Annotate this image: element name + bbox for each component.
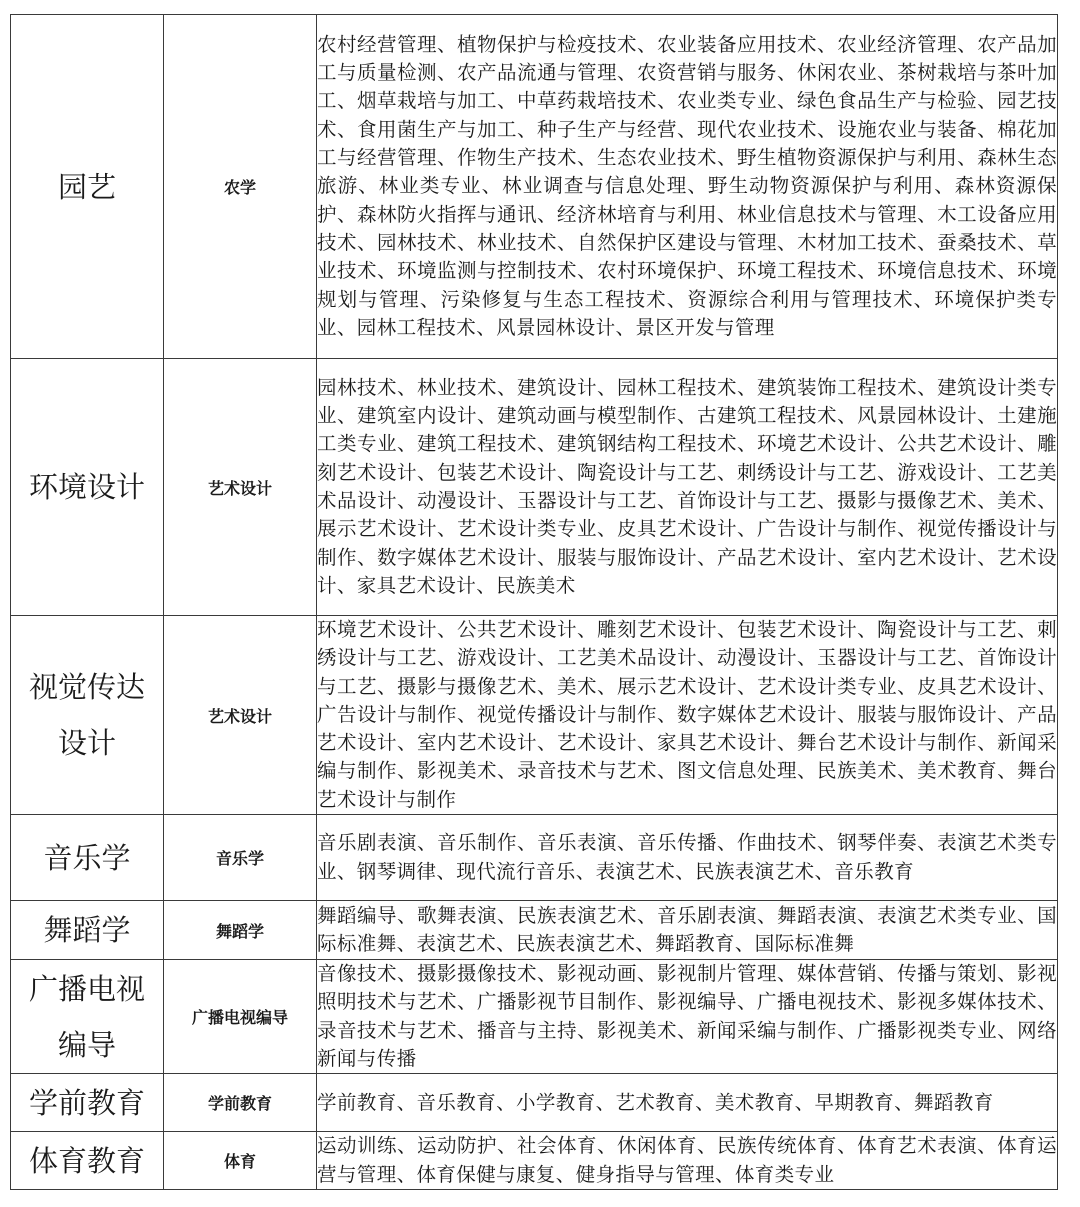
major-cell: 广播电视编导	[11, 960, 164, 1074]
related-majors-cell: 学前教育、音乐教育、小学教育、艺术教育、美术教育、早期教育、舞蹈教育	[317, 1074, 1058, 1132]
major-table	[10, 14, 1058, 1190]
major-cell: 园艺	[11, 15, 164, 359]
category-cell: 舞蹈学	[164, 901, 317, 960]
category-cell: 音乐学	[164, 815, 317, 901]
table-row	[11, 815, 1058, 901]
related-majors-cell: 舞蹈编导、歌舞表演、民族表演艺术、音乐剧表演、舞蹈表演、表演艺术类专业、国际标准舞、表演艺术、民族表演艺术、舞蹈教育、国际标准舞	[317, 901, 1058, 960]
category-cell: 学前教育	[164, 1074, 317, 1132]
major-cell: 音乐学	[11, 815, 164, 901]
category-cell: 广播电视编导	[164, 960, 317, 1074]
major-cell: 学前教育	[11, 1074, 164, 1132]
category-cell: 体育	[164, 1132, 317, 1190]
table-row	[11, 901, 1058, 960]
major-cell: 环境设计	[11, 359, 164, 616]
major-cell: 视觉传达设计	[11, 616, 164, 815]
category-cell: 艺术设计	[164, 359, 317, 616]
related-majors-cell: 农村经营管理、植物保护与检疫技术、农业装备应用技术、农业经济管理、农产品加工与质量检测、农产品流通与管理、农资营销与服务、休闲农业、茶树栽培与茶叶加工、烟草栽培与加工、中草药栽培技术、农业类专业、绿色食品生产与检验、园艺技术、食用菌生产与加工、种子生产与经营、现代农业技术、设施农业与装备、棉花加工与经营管理、作物生产技术、生态农业技术、野生植物资源保护与利用、森林生态旅游、林业类专业、林业调查与信息处理、野生动物资源保护与利用、森林资源保护、森林防火指挥与通讯、经济林培育与利用、林业信息技术与管理、木工设备应用技术、园林技术、林业技术、自然保护区建设与管理、木材加工技术、蚕桑技术、草业技术、环境监测与控制技术、农村环境保护、环境工程技术、环境信息技术、环境规划与管理、污染修复与生态工程技术、资源综合利用与管理技术、环境保护类专业、园林工程技术、风景园林设计、景区开发与管理	[317, 15, 1058, 359]
table-row	[11, 15, 1058, 359]
major-cell: 体育教育	[11, 1132, 164, 1190]
major-cell: 舞蹈学	[11, 901, 164, 960]
related-majors-cell: 园林技术、林业技术、建筑设计、园林工程技术、建筑装饰工程技术、建筑设计类专业、建筑室内设计、建筑动画与模型制作、古建筑工程技术、风景园林设计、土建施工类专业、建筑工程技术、建筑钢结构工程技术、环境艺术设计、公共艺术设计、雕刻艺术设计、包装艺术设计、陶瓷设计与工艺、刺绣设计与工艺、游戏设计、工艺美术品设计、动漫设计、玉器设计与工艺、首饰设计与工艺、摄影与摄像艺术、美术、展示艺术设计、艺术设计类专业、皮具艺术设计、广告设计与制作、视觉传播设计与制作、数字媒体艺术设计、服装与服饰设计、产品艺术设计、室内艺术设计、艺术设计、家具艺术设计、民族美术	[317, 359, 1058, 616]
related-majors-cell: 环境艺术设计、公共艺术设计、雕刻艺术设计、包装艺术设计、陶瓷设计与工艺、刺绣设计与工艺、游戏设计、工艺美术品设计、动漫设计、玉器设计与工艺、首饰设计与工艺、摄影与摄像艺术、美术、展示艺术设计、艺术设计类专业、皮具艺术设计、广告设计与制作、视觉传播设计与制作、数字媒体艺术设计、服装与服饰设计、产品艺术设计、室内艺术设计、艺术设计、家具艺术设计、舞台艺术设计与制作、新闻采编与制作、影视美术、录音技术与艺术、图文信息处理、民族美术、美术教育、舞台艺术设计与制作	[317, 616, 1058, 815]
table-row	[11, 960, 1058, 1074]
related-majors-cell: 运动训练、运动防护、社会体育、休闲体育、民族传统体育、体育艺术表演、体育运营与管理、体育保健与康复、健身指导与管理、体育类专业	[317, 1132, 1058, 1190]
table-row	[11, 359, 1058, 616]
category-cell: 艺术设计	[164, 616, 317, 815]
table-row	[11, 1074, 1058, 1132]
related-majors-cell: 音像技术、摄影摄像技术、影视动画、影视制片管理、媒体营销、传播与策划、影视照明技术与艺术、广播影视节目制作、影视编导、广播电视技术、影视多媒体技术、录音技术与艺术、播音与主持、影视美术、新闻采编与制作、广播影视类专业、网络新闻与传播	[317, 960, 1058, 1074]
table-row	[11, 1132, 1058, 1190]
table-row	[11, 616, 1058, 815]
category-cell: 农学	[164, 15, 317, 359]
related-majors-cell: 音乐剧表演、音乐制作、音乐表演、音乐传播、作曲技术、钢琴伴奏、表演艺术类专业、钢琴调律、现代流行音乐、表演艺术、民族表演艺术、音乐教育	[317, 815, 1058, 901]
